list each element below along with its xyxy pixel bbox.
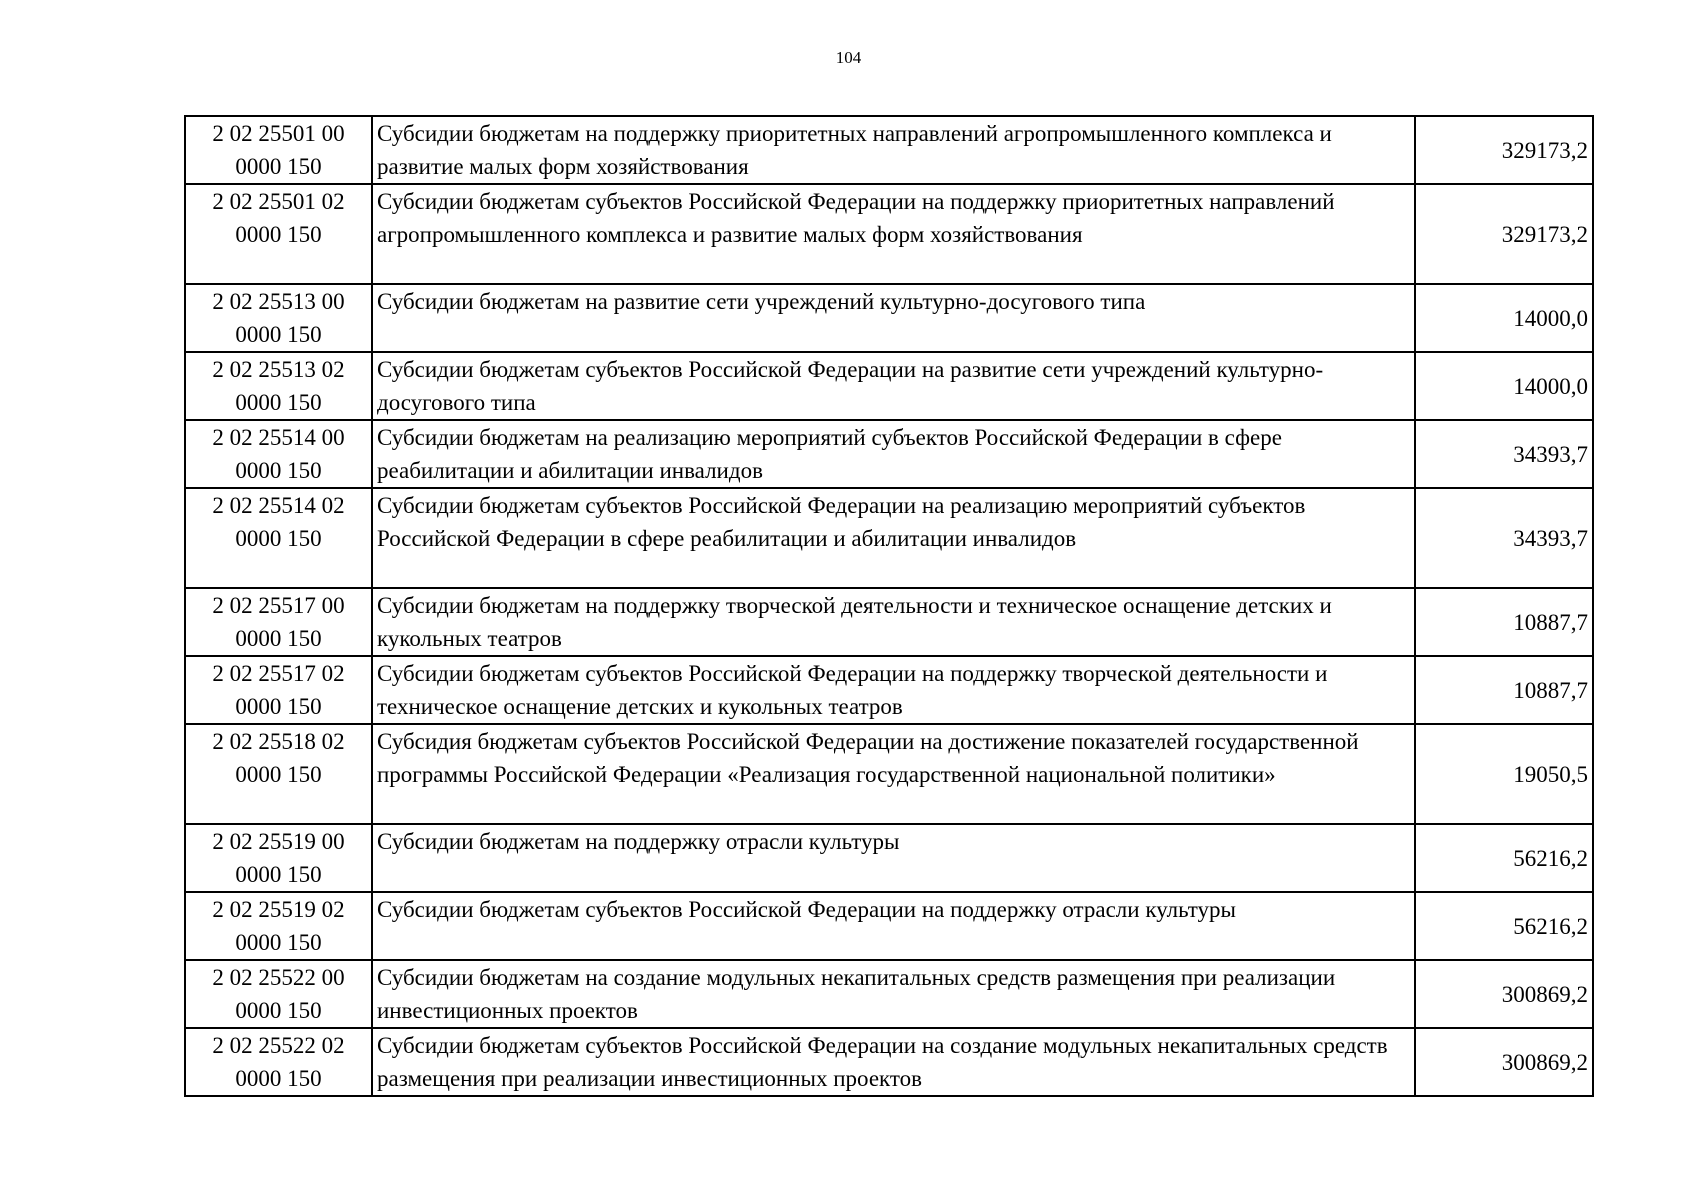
table-row — [185, 960, 1593, 1028]
table-row — [185, 656, 1593, 724]
budget-code-line: 0000 150 — [235, 390, 322, 415]
budget-code-line: 0000 150 — [235, 762, 322, 787]
table-row — [185, 892, 1593, 960]
budget-code-line: 2 02 25522 02 — [212, 1033, 345, 1058]
description-cell — [372, 588, 1415, 656]
budget-code-line: 2 02 25514 02 — [212, 493, 345, 518]
description-cell — [372, 184, 1415, 284]
description-text: Субсидии бюджетам на поддержку творческой деятельности и техническое оснащение детских и кукольных театров — [377, 593, 1332, 651]
budget-code-cell — [185, 488, 372, 588]
amount-cell: 19050,5 — [1415, 724, 1593, 824]
table-row — [185, 184, 1593, 284]
budget-code-line: 2 02 25517 00 — [212, 593, 345, 618]
description-text: Субсидии бюджетам субъектов Российской Федерации на поддержку творческой деятельности и техническое оснащение детских и кукольных театров — [377, 661, 1328, 719]
description-text: Субсидии бюджетам на создание модульных некапитальных средств размещения при реализации инвестиционных проектов — [377, 965, 1336, 1023]
budget-code-cell — [185, 116, 372, 184]
amount-cell: 329173,2 — [1415, 116, 1593, 184]
table-row — [185, 1028, 1593, 1096]
amount-cell: 56216,2 — [1415, 824, 1593, 892]
description-cell — [372, 724, 1415, 824]
budget-code-line: 2 02 25513 00 — [212, 289, 345, 314]
description-cell — [372, 824, 1415, 892]
budget-code-line: 0000 150 — [235, 694, 322, 719]
page-number: 104 — [835, 48, 862, 67]
table-row — [185, 824, 1593, 892]
budget-code-line: 0000 150 — [235, 626, 322, 651]
budget-code-line: 2 02 25514 00 — [212, 425, 345, 450]
amount-cell: 300869,2 — [1415, 960, 1593, 1028]
amount-cell: 10887,7 — [1415, 588, 1593, 656]
budget-code-cell — [185, 656, 372, 724]
description-cell — [372, 116, 1415, 184]
budget-code-line: 2 02 25517 02 — [212, 661, 345, 686]
budget-code-line: 2 02 25513 02 — [212, 357, 345, 382]
description-cell — [372, 656, 1415, 724]
budget-code-line: 0000 150 — [235, 930, 322, 955]
amount-cell: 14000,0 — [1415, 284, 1593, 352]
description-text: Субсидии бюджетам субъектов Российской Федерации на развитие сети учреждений культурно-досугового типа — [377, 357, 1324, 415]
budget-code-line: 2 02 25501 02 — [212, 189, 345, 214]
amount-cell: 300869,2 — [1415, 1028, 1593, 1096]
amount-cell: 34393,7 — [1415, 488, 1593, 588]
budget-code-cell — [185, 960, 372, 1028]
budget-code-cell — [185, 1028, 372, 1096]
table-row — [185, 116, 1593, 184]
table-row — [185, 420, 1593, 488]
description-cell — [372, 488, 1415, 588]
description-text: Субсидии бюджетам субъектов Российской Федерации на поддержку отрасли культуры — [377, 897, 1236, 922]
budget-code-cell — [185, 588, 372, 656]
table-row — [185, 724, 1593, 824]
budget-code-line: 0000 150 — [235, 222, 322, 247]
amount-cell: 34393,7 — [1415, 420, 1593, 488]
budget-code-line: 0000 150 — [235, 322, 322, 347]
budget-code-line: 2 02 25522 00 — [212, 965, 345, 990]
description-cell — [372, 892, 1415, 960]
budget-code-line: 0000 150 — [235, 458, 322, 483]
description-cell — [372, 420, 1415, 488]
table-row — [185, 352, 1593, 420]
description-text: Субсидии бюджетам на развитие сети учреждений культурно-досугового типа — [377, 289, 1146, 314]
budget-code-line: 2 02 25518 02 — [212, 729, 345, 754]
amount-cell: 14000,0 — [1415, 352, 1593, 420]
budget-code-cell — [185, 420, 372, 488]
description-text: Субсидии бюджетам субъектов Российской Федерации на создание модульных некапитальных средств размещения при реализации инвестиционных проектов — [377, 1033, 1388, 1091]
budget-code-cell — [185, 352, 372, 420]
budget-code-line: 0000 150 — [235, 1066, 322, 1091]
budget-code-line: 0000 150 — [235, 526, 322, 551]
table-row — [185, 488, 1593, 588]
budget-code-line: 2 02 25519 02 — [212, 897, 345, 922]
budget-code-line: 0000 150 — [235, 862, 322, 887]
description-text: Субсидии бюджетам субъектов Российской Федерации на реализацию мероприятий субъектов Российской Федерации в сфере реабилитации и абилитации инвалидов — [377, 493, 1306, 551]
description-text: Субсидии бюджетам субъектов Российской Федерации на поддержку приоритетных направлений агропромышленного комплекса и развитие малых форм хозяйствования — [377, 189, 1335, 247]
budget-code-line: 0000 150 — [235, 998, 322, 1023]
amount-cell: 56216,2 — [1415, 892, 1593, 960]
budget-code-line: 2 02 25519 00 — [212, 829, 345, 854]
budget-code-cell — [185, 824, 372, 892]
budget-code-cell — [185, 184, 372, 284]
budget-code-cell — [185, 284, 372, 352]
description-text: Субсидия бюджетам субъектов Российской Федерации на достижение показателей государственной программы Российской Федерации «Реализация государственной национальной политики» — [377, 729, 1359, 787]
budget-code-line: 0000 150 — [235, 154, 322, 179]
amount-cell: 10887,7 — [1415, 656, 1593, 724]
description-text: Субсидии бюджетам на поддержку отрасли культуры — [377, 829, 900, 854]
amount-cell: 329173,2 — [1415, 184, 1593, 284]
budget-table-body — [185, 116, 1593, 1096]
table-row — [185, 284, 1593, 352]
description-cell — [372, 352, 1415, 420]
description-text: Субсидии бюджетам на поддержку приоритетных направлений агропромышленного комплекса и развитие малых форм хозяйствования — [377, 121, 1332, 179]
description-text: Субсидии бюджетам на реализацию мероприятий субъектов Российской Федерации в сфере реабилитации и абилитации инвалидов — [377, 425, 1282, 483]
budget-table — [184, 115, 1594, 1097]
budget-code-cell — [185, 724, 372, 824]
table-row — [185, 588, 1593, 656]
description-cell — [372, 960, 1415, 1028]
budget-code-cell — [185, 892, 372, 960]
description-cell — [372, 284, 1415, 352]
budget-code-line: 2 02 25501 00 — [212, 121, 345, 146]
description-cell — [372, 1028, 1415, 1096]
